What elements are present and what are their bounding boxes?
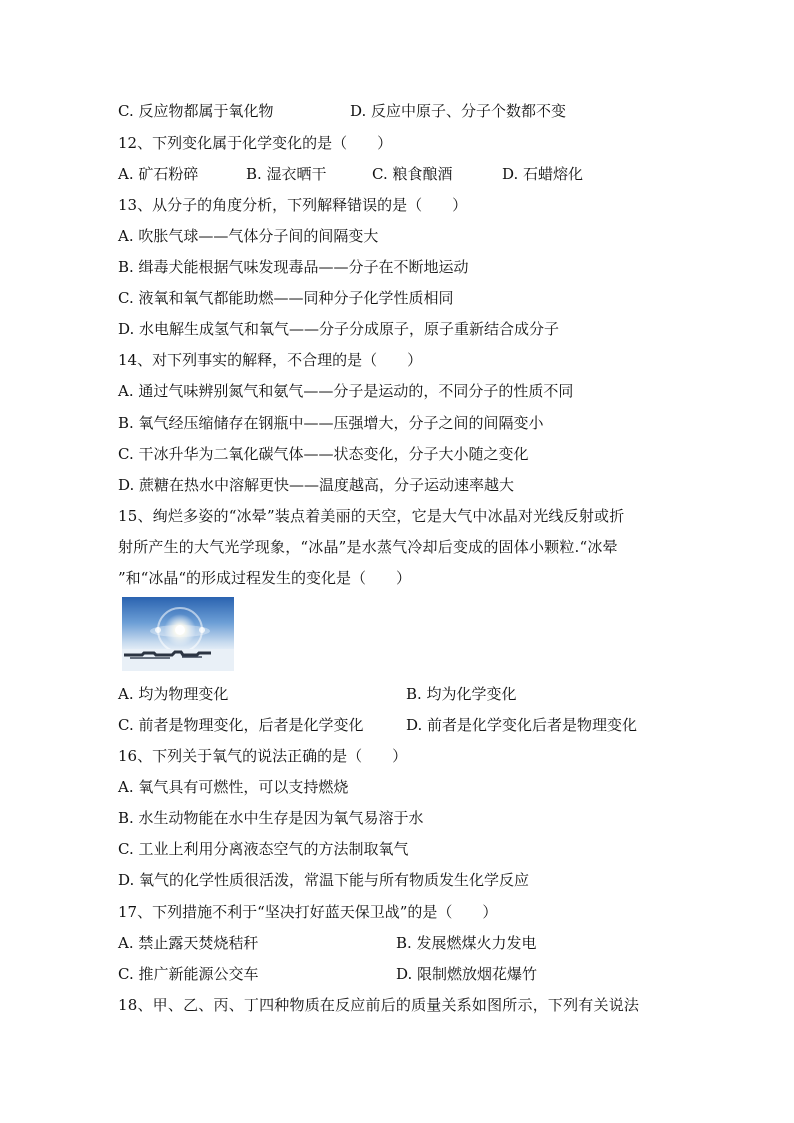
q15-option-a: A. 均为物理变化: [118, 685, 229, 703]
q13-option-a: A. 吹胀气球——气体分子间的间隔变大: [118, 227, 379, 245]
q17-option-d: D. 限制燃放烟花爆竹: [396, 965, 538, 983]
q16-option-d: D. 氧气的化学性质很活泼，常温下能与所有物质发生化学反应: [118, 871, 530, 889]
q12-option-c: C. 粮食酿酒: [372, 165, 453, 183]
q14-option-c: C. 干冰升华为二氧化碳气体——状态变化，分子大小随之变化: [118, 445, 529, 463]
q12-option-d: D. 石蜡熔化: [502, 165, 584, 183]
q13-option-d: D. 水电解生成氢气和氧气——分子分成原子，原子重新结合成分子: [118, 320, 560, 338]
q12-option-a: A. 矿石粉碎: [118, 165, 199, 183]
q16-option-c: C. 工业上利用分离液态空气的方法制取氧气: [118, 840, 409, 858]
q15-stem-line-3: ”和“冰晶“的形成过程发生的变化是（ ）: [118, 569, 412, 587]
q16-option-b: B. 水生动物能在水中生存是因为氧气易溶于水: [118, 809, 424, 827]
q15-options-row-2: [118, 715, 638, 735]
q13-option-c: C. 液氧和氧气都能助燃——同种分子化学性质相同: [118, 289, 454, 307]
q16-option-a: A. 氧气具有可燃性，可以支持燃烧: [118, 778, 349, 796]
q12-option-b: B. 湿衣晒干: [246, 165, 327, 183]
q14-option-b: B. 氧气经压缩储存在钢瓶中——压强增大，分子之间的间隔变小: [118, 414, 544, 432]
q15-option-b: B. 均为化学变化: [406, 685, 517, 703]
q17-stem: 17、下列措施不利于“坚决打好蓝天保卫战”的是（ ）: [118, 903, 498, 921]
q17-option-c: C. 推广新能源公交车: [118, 965, 259, 983]
q11-option-c: C. 反应物都属于氧化物: [118, 102, 274, 120]
q15-options-row-1: [118, 684, 517, 704]
q11-options-row: [118, 101, 567, 121]
ice-halo-photo: [122, 597, 234, 671]
q11-option-d: D. 反应中原子、分子个数都不变: [350, 102, 567, 120]
q13-stem: 13、从分子的角度分析，下列解释错误的是（ ）: [118, 196, 468, 214]
q14-option-d: D. 蔗糖在热水中溶解更快——温度越高，分子运动速率越大: [118, 476, 515, 494]
q15-option-c: C. 前者是物理变化，后者是化学变化: [118, 716, 364, 734]
q12-stem: 12、下列变化属于化学变化的是（ ）: [118, 134, 393, 152]
q17-option-b: B. 发展燃煤火力发电: [396, 934, 537, 952]
q15-option-d: D. 前者是化学变化后者是物理变化: [406, 716, 638, 734]
ice-halo-photo-graphic: [122, 597, 234, 671]
q16-stem: 16、下列关于氧气的说法正确的是（ ）: [118, 747, 408, 765]
q14-option-a: A. 通过气味辨别氮气和氨气——分子是运动的，不同分子的性质不同: [118, 382, 574, 400]
q17-option-a: A. 禁止露天焚烧秸秆: [118, 934, 259, 952]
q14-stem: 14、对下列事实的解释，不合理的是（ ）: [118, 351, 423, 369]
q15-stem-line-2: 射所产生的大气光学现象，“冰晶”是水蒸气冷却后变成的固体小颗粒.“冰晕: [118, 538, 618, 556]
q12-options-row: [118, 164, 584, 184]
q15-stem-line-1: 15、绚烂多姿的“冰晕”装点着美丽的天空，它是大气中冰晶对光线反射或折: [118, 507, 625, 525]
q18-stem: 18、甲、乙、丙、丁四种物质在反应前后的质量关系如图所示，下列有关说法: [118, 996, 640, 1014]
q17-options-row-1: [118, 933, 537, 953]
q17-options-row-2: [118, 964, 538, 984]
q13-option-b: B. 缉毒犬能根据气味发现毒品——分子在不断地运动: [118, 258, 469, 276]
